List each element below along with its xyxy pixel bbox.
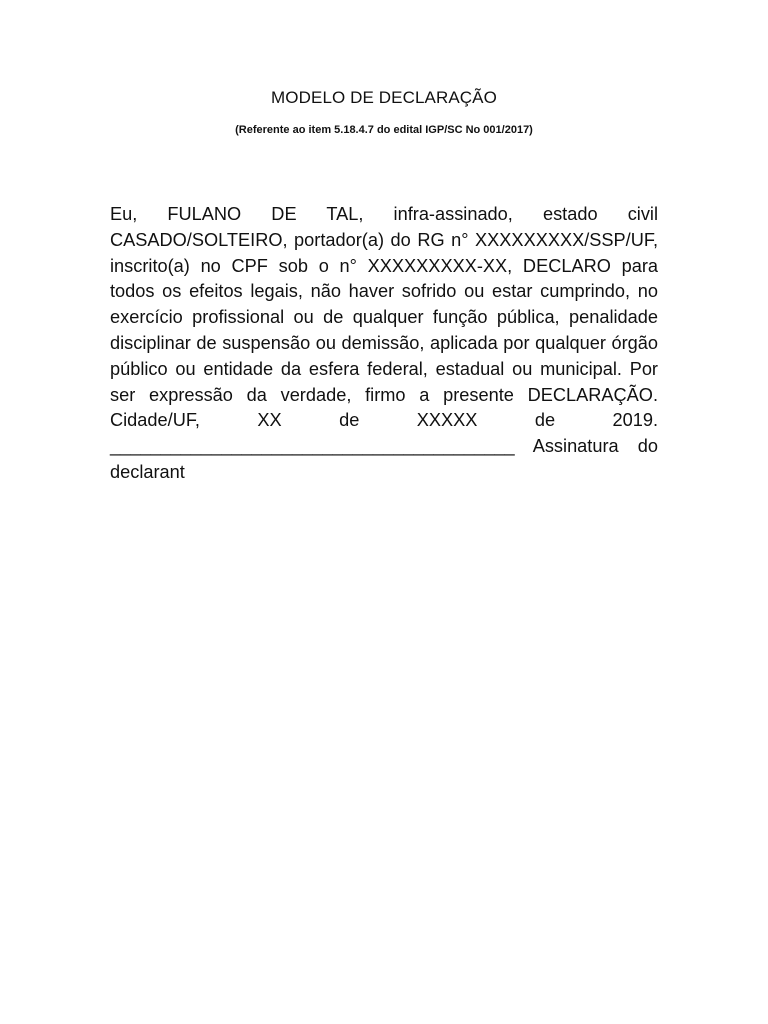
document-title: MODELO DE DECLARAÇÃO — [271, 88, 497, 107]
declaration-paragraph: Eu, FULANO DE TAL, infra-assinado, estado civil CASADO/SOLTEIRO, portador(a) do RG n° XXXXXXXXX/SSP/UF, inscrito(a) no CPF sob o n° XXXXXXXXX-XX, DECLARO para todos os efeitos legais, não haver sofrido ou estar cumprindo, no exercício profissional ou de qualquer função pública, penalidade disciplinar de suspensão ou demissão, aplicada por qualquer órgão público ou entidade da esfera federal, estadual ou municipal. Por ser expressão da verdade, firmo a presente DECLARAÇÃO. Cidade/UF, XX de XXXXX de 2019. ________________________________________ Assinatura do declarant — [110, 204, 658, 482]
document-subtitle: (Referente ao item 5.18.4.7 do edital IGP/SC No 001/2017) — [235, 124, 533, 136]
